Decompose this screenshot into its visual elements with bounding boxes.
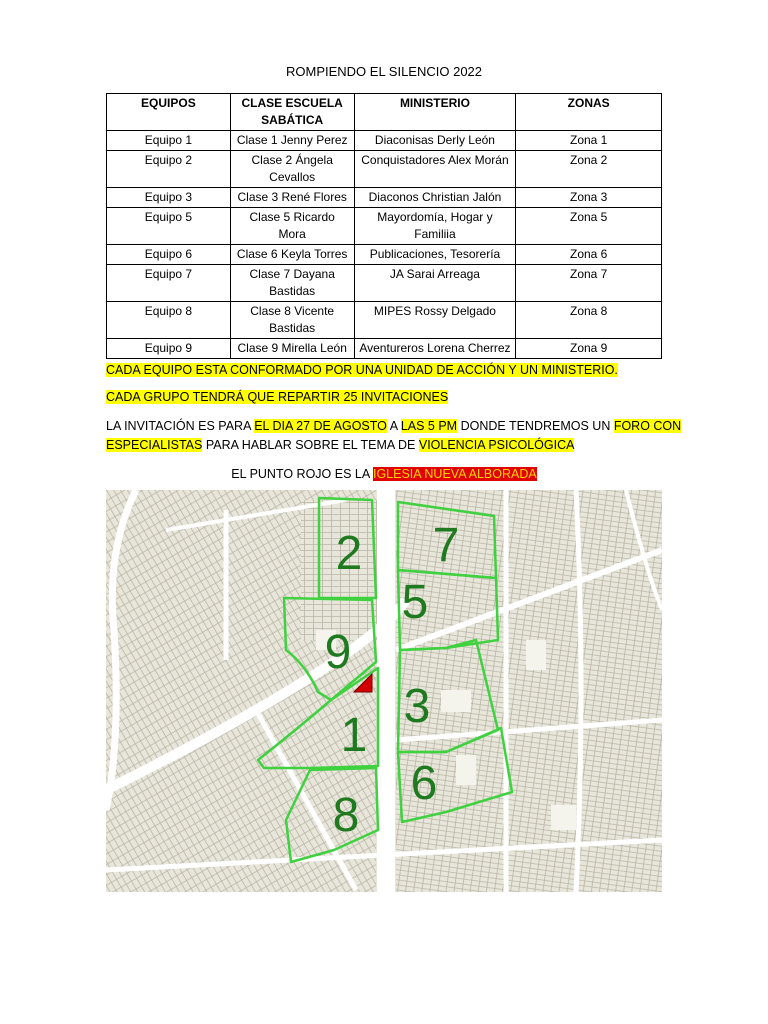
teams-table [106,93,662,359]
zone-number-6: 6 [410,757,438,810]
cell-ministerio: Publicaciones, Tesorería [354,245,516,265]
invitation-date: EL DIA 27 DE AGOSTO [254,419,387,433]
church-note-text: EL PUNTO ROJO ES LA [231,467,373,481]
church-note [0,465,768,483]
cell-clase: Clase 9 Mirella León [230,339,354,359]
cell-clase: Clase 5 Ricardo Mora [230,208,354,245]
cell-zona: Zona 1 [516,131,662,151]
zone-number-9: 9 [324,626,352,679]
invitation-line-1 [106,417,681,435]
zone-number-1: 1 [340,709,368,762]
cell-equipo: Equipo 2 [107,151,231,188]
zone-number-7: 7 [432,519,460,572]
zone-number-5: 5 [401,576,429,629]
cell-equipo: Equipo 6 [107,245,231,265]
note-conformation-text: CADA EQUIPO ESTA CONFORMADO POR UNA UNIDAD DE ACCIÓN Y UN MINISTERIO. [106,363,618,377]
table-row [107,302,662,339]
zone-number-3: 3 [403,680,431,733]
invitation-time: LAS 5 PM [400,419,458,433]
table-row [107,245,662,265]
cell-clase: Clase 1 Jenny Perez [230,131,354,151]
header-equipos: EQUIPOS [107,94,231,131]
cell-clase: Clase 2 Ángela Cevallos [230,151,354,188]
church-name: IGLESIA NUEVA ALBORADA [372,467,537,481]
page-title: ROMPIENDO EL SILENCIO 2022 [285,64,483,79]
zone-number-2: 2 [335,527,363,580]
cell-zona: Zona 3 [516,188,662,208]
cell-zona: Zona 6 [516,245,662,265]
invitation-text: A [386,419,401,433]
cell-zona: Zona 9 [516,339,662,359]
cell-zona: Zona 8 [516,302,662,339]
table-header-row [107,94,662,131]
note-invitations-count [106,388,448,406]
header-clase: CLASE ESCUELA SABÁTICA [230,94,354,131]
cell-equipo: Equipo 9 [107,339,231,359]
table-row [107,188,662,208]
cell-equipo: Equipo 5 [107,208,231,245]
cell-clase: Clase 6 Keyla Torres [230,245,354,265]
cell-zona: Zona 7 [516,265,662,302]
table-row [107,339,662,359]
table-row [107,131,662,151]
cell-ministerio: Diaconos Christian Jalón [354,188,516,208]
invitation-forum-2: ESPECIALISTAS [106,438,203,452]
cell-ministerio: MIPES Rossy Delgado [354,302,516,339]
cell-clase: Clase 7 Dayana Bastidas [230,265,354,302]
cell-equipo: Equipo 7 [107,265,231,302]
cell-ministerio: Conquistadores Alex Morán [354,151,516,188]
invitation-text: DONDE TENDREMOS UN [457,419,614,433]
invitation-line-2 [106,436,574,454]
cell-zona: Zona 2 [516,151,662,188]
cell-ministerio: JA Sarai Arreaga [354,265,516,302]
zones-map [106,490,662,892]
invitation-forum: FORO CON [613,419,682,433]
note-invitations-text: CADA GRUPO TENDRÁ QUE REPARTIR 25 INVITACIONES [106,390,449,404]
note-conformation [106,361,618,379]
zone-number-8: 8 [332,789,360,842]
cell-ministerio: Mayordomía, Hogar y Familiia [354,208,516,245]
header-ministerio: MINISTERIO [354,94,516,131]
cell-equipo: Equipo 8 [107,302,231,339]
table-row [107,208,662,245]
invitation-text: PARA HABLAR SOBRE EL TEMA DE [202,438,419,452]
cell-ministerio: Diaconisas Derly León [354,131,516,151]
table-row [107,151,662,188]
cell-clase: Clase 8 Vicente Bastidas [230,302,354,339]
invitation-topic: VIOLENCIA PSICOLÓGICA [418,438,575,452]
cell-equipo: Equipo 3 [107,188,231,208]
header-zonas: ZONAS [516,94,662,131]
cell-ministerio: Aventureros Lorena Cherrez [354,339,516,359]
invitation-text: LA INVITACIÓN ES PARA [106,419,255,433]
cell-zona: Zona 5 [516,208,662,245]
table-row [107,265,662,302]
cell-clase: Clase 3 René Flores [230,188,354,208]
cell-equipo: Equipo 1 [107,131,231,151]
